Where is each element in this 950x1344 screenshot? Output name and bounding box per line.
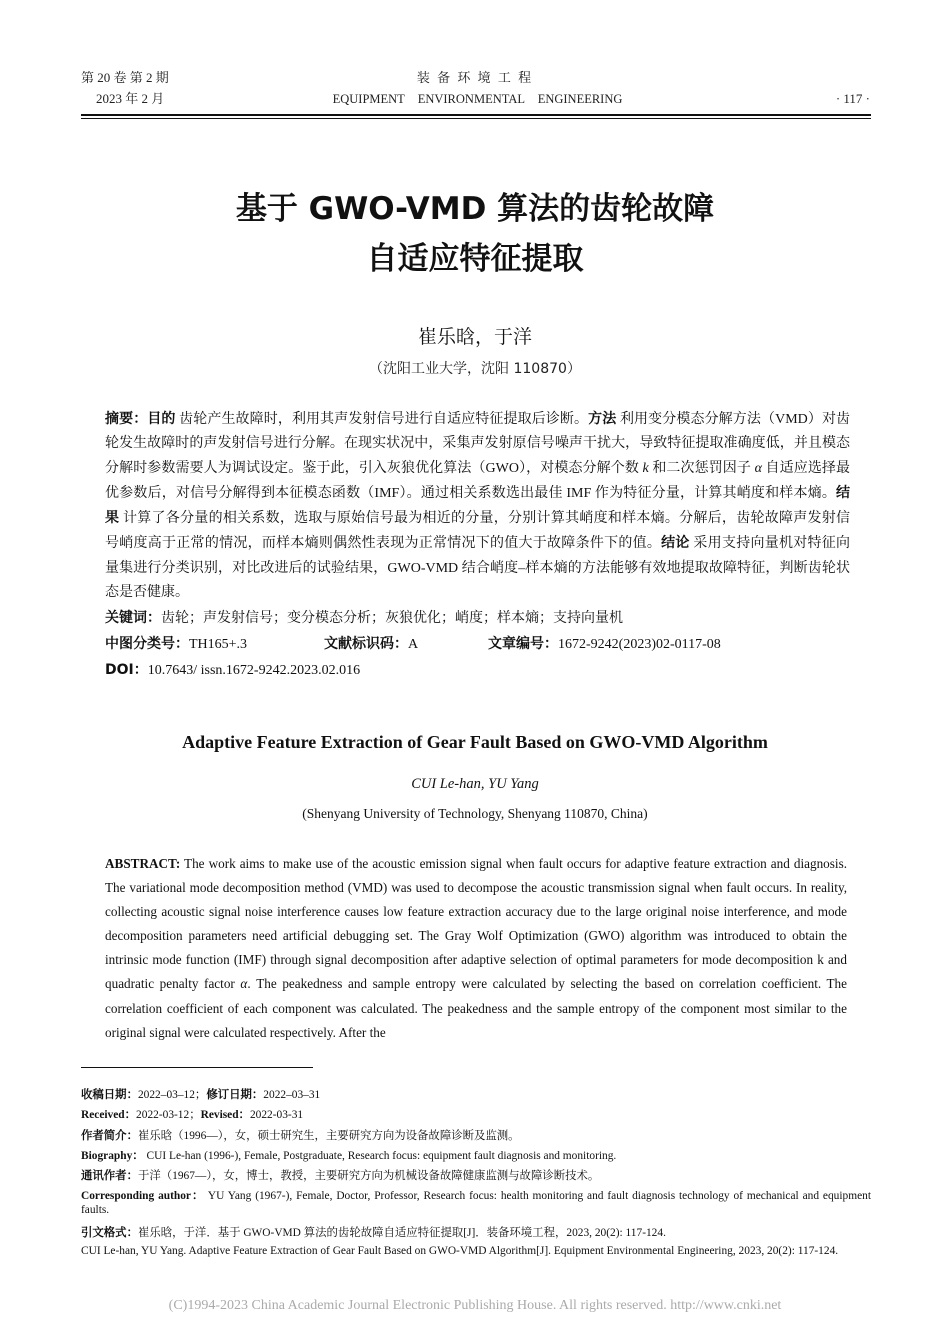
document-code xyxy=(324,635,418,654)
result-text: 计算了各分量的相关系数，选取与原始信号最为相近的分量，分别计算其峭度和样本熵。分解后，齿轮故障声发射信号峭度高于正常的情况，而样本熵则偶然性表现为正常情况下的值大于故障条件下的值。 xyxy=(105,511,851,552)
affiliation-en: (Shenyang University of Technology, Shenyang 110870, China) xyxy=(302,806,648,821)
abstract-en-text-1: The work aims to make use of the acoustic emission signal when fault occurs for adaptive feature extraction and diagnosis. The variational mode decomposition method (VMD) was used to decompose the acoustic transmission signal when fault occurs. In reality, collecting acoustic signal noise interference causes low feature extraction accuracy due to the large original noise interference, and mode decomposition parameters need artificial debugging set. The Gray Wolf Optimization (GWO) algorithm was introduced to obtain the intrinsic mode function (IMF) through signal decomposition after adaptive selection of optimal parameters for mode decomposition k and quadratic penalty factor xyxy=(105,856,847,992)
affiliation-cn: （沈阳工业大学，沈阳 110870） xyxy=(369,361,581,377)
abstract-en-alpha: α xyxy=(240,976,248,992)
revised-en-label: Revised： xyxy=(200,1109,250,1121)
received-en-value: 2022-03-12； xyxy=(136,1109,201,1121)
received-cn-value: 2022–03–12； xyxy=(137,1089,207,1101)
revised-cn-value: 2022–03–31 xyxy=(263,1089,321,1101)
param-alpha: α xyxy=(754,460,762,476)
objective-text: 齿轮产生故障时，利用其声发射信号进行自适应特征提取后诊断。 xyxy=(179,412,589,427)
bio-en-label: Biography： xyxy=(81,1150,144,1162)
keywords xyxy=(105,609,623,628)
corr-cn-text: 于洋（1967—），女，博士，教授，主要研究方向为机械设备故障健康监测与故障诊断技术。 xyxy=(137,1170,600,1182)
doi xyxy=(105,661,360,680)
revised-en-value: 2022-03-31 xyxy=(249,1109,304,1121)
bio-cn-label: 作者简介： xyxy=(81,1130,138,1142)
volume-issue: 第 20 卷 第 2 期 xyxy=(81,70,169,85)
corr-en-text: YU Yang (1967-), Female, Doctor, Professor, Research focus: health monitoring and fault diagnosis technology of mechanical and equipment faults. xyxy=(81,1190,871,1216)
issue-date: 2023 年 2 月 xyxy=(96,91,165,106)
corr-cn-label: 通讯作者： xyxy=(81,1170,138,1182)
article-number xyxy=(488,635,721,654)
journal-name-en: EQUIPMENT ENVIRONMENTAL ENGINEERING xyxy=(332,92,623,106)
footnote-bio-en xyxy=(81,1149,871,1163)
objective-label: 目的 xyxy=(147,411,176,427)
corr-en-label: Corresponding author： xyxy=(81,1190,205,1202)
abstract-en xyxy=(105,852,847,1045)
method-text-3: 自适应选择最优参数后，对信号分解得到本征模态函数（IMF）。通过相关系数选出最佳 IMF 作为特征分量，计算其峭度和样本熵。 xyxy=(105,460,851,501)
footnote-received-en xyxy=(81,1108,871,1122)
doc-value: A xyxy=(408,637,419,652)
keywords-text: 齿轮；声发射信号；变分模态分析；灰狼优化；峭度；样本熵；支持向量机 xyxy=(161,611,623,626)
footnote-corr-cn xyxy=(81,1169,871,1183)
received-en-label: Received： xyxy=(81,1109,137,1121)
clc-value: TH165+.3 xyxy=(189,637,248,652)
abstract-en-label: ABSTRACT: xyxy=(105,856,181,871)
method-label: 方法 xyxy=(588,411,617,427)
keywords-label: 关键词： xyxy=(105,610,161,626)
footnote-cite-cn xyxy=(81,1226,871,1240)
param-k: k xyxy=(642,460,649,476)
authors-en: CUI Le-han, YU Yang xyxy=(411,776,539,792)
method-text-1: 利用变分模态分解方法（VMD）对齿轮发生故障时的声发射信号进行分解。在现实状况中，采集声发射原信号噪声干扰大，导致特征提取准确度低，并且模态分解时参数需要人为调试设定。鉴于此，引入灰狼优化算法（GWO），对模态分解个数 xyxy=(105,412,851,476)
article-label: 文章编号： xyxy=(488,636,558,652)
title-cn-line1: 基于 GWO-VMD 算法的齿轮故障 xyxy=(235,191,715,227)
bio-en-text: CUI Le-han (1996-), Female, Postgraduate, Research focus: equipment fault diagnosis and monitoring. xyxy=(146,1150,617,1162)
abstract-cn xyxy=(105,407,850,605)
title-cn-line2: 自适应特征提取 xyxy=(366,241,584,277)
clc-number xyxy=(105,635,247,654)
page-number: · 117 · xyxy=(835,91,870,106)
doi-value[interactable]: 10.7643/ issn.1672-9242.2023.02.016 xyxy=(147,663,361,678)
authors-cn: 崔乐晗，于洋 xyxy=(417,326,532,348)
abstract-label: 摘要： xyxy=(105,411,148,427)
method-text-2: 和二次惩罚因子 xyxy=(648,460,755,476)
footnote-bio-cn xyxy=(81,1129,871,1143)
footnote-corr-en xyxy=(81,1189,871,1217)
revised-cn-label: 修订日期： xyxy=(206,1089,264,1101)
bio-cn-text: 崔乐晗（1996—），女，硕士研究生，主要研究方向为设备故障诊断及监测。 xyxy=(137,1130,520,1142)
cite-cn-text: 崔乐晗，于洋．基于 GWO-VMD 算法的齿轮故障自适应特征提取[J]．装备环境工程，2023, 20(2): 117-124. xyxy=(137,1227,666,1239)
conclusion-label: 结论 xyxy=(661,535,690,552)
copyright-notice: (C)1994-2023 China Academic Journal Electronic Publishing House. All rights reserved. http://www.cnki.net xyxy=(168,1298,782,1313)
footnote-received-cn xyxy=(81,1088,871,1102)
article-value: 1672-9242(2023)02-0117-08 xyxy=(558,637,721,652)
conclusion-text: 采用支持向量机对特征向量集进行分类识别，对比改进后的试验结果，GWO-VMD 结合峭度–样本熵的方法能够有效地提取故障特征，判断齿轮状态是否健康。 xyxy=(105,536,851,601)
header-rule-thick xyxy=(81,114,871,116)
abstract-en-text-2: . The peakedness and sample entropy were calculated by selecting the based on correlation coefficient. The correlation coefficient of each component was calculated. The peakedness and the sample entropy of the component most similar to the original signal were calculated respectively. After the xyxy=(105,976,848,1040)
result-label: 结果 xyxy=(105,484,850,527)
header-rule-thin xyxy=(81,118,871,119)
footnote-rule xyxy=(81,1067,313,1068)
journal-name-cn: 装 备 环 境 工 程 xyxy=(416,70,534,85)
doc-label: 文献标识码： xyxy=(324,636,408,652)
title-en: Adaptive Feature Extraction of Gear Fault Based on GWO-VMD Algorithm xyxy=(182,732,768,752)
clc-label: 中图分类号： xyxy=(105,636,189,652)
footnote-cite-en: CUI Le-han, YU Yang. Adaptive Feature Extraction of Gear Fault Based on GWO-VMD Algorithm[J]. Equipment Environmental Engineering, 2023, 20(2): 117-124. xyxy=(81,1245,839,1257)
doi-label: DOI： xyxy=(105,662,148,678)
cite-cn-label: 引文格式： xyxy=(81,1227,138,1239)
received-cn-label: 收稿日期： xyxy=(81,1089,138,1101)
